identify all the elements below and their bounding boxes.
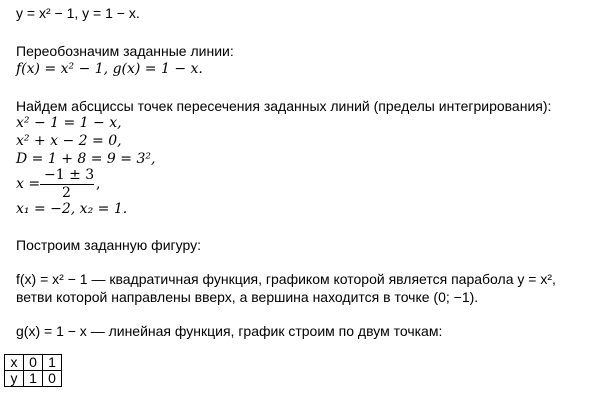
- equation-1: x² − 1 = 1 − x,: [16, 115, 122, 131]
- table-row: [5, 371, 62, 387]
- table-cell: 1: [24, 371, 43, 387]
- linear-description: g(x) = 1 − x — линейная функция, график строим по двум точкам:: [16, 323, 443, 339]
- fraction-denominator: 2: [62, 185, 71, 201]
- table-cell: x: [5, 355, 24, 371]
- roots-comma: ,: [96, 176, 101, 192]
- roots-values: x₁ = −2, x₂ = 1.: [16, 201, 128, 217]
- build-heading: Построим заданную фигуру:: [16, 237, 201, 253]
- roots-lhs: x =: [16, 176, 41, 192]
- table-cell: y: [5, 371, 24, 387]
- parabola-description-line-2: ветви которой направлены вверх, а вершина находится в точке (0; −1).: [16, 289, 479, 305]
- table-cell: 0: [24, 355, 43, 371]
- rename-formula: f(x) = x² − 1, g(x) = 1 − x.: [16, 61, 203, 77]
- equation-2: x² + x − 2 = 0,: [16, 133, 122, 149]
- fraction-numerator: −1 ± 3: [44, 167, 95, 183]
- table-row: [5, 355, 62, 371]
- problem-statement: y = x² − 1, y = 1 − x.: [16, 5, 140, 21]
- points-table: [4, 354, 62, 387]
- intersection-heading: Найдем абсциссы точек пересечения заданных линий (пределы интегрирования):: [16, 98, 552, 114]
- discriminant-equation: D = 1 + 8 = 9 = 3²,: [16, 151, 156, 167]
- roots-formula: [16, 166, 136, 200]
- table-cell: 1: [43, 355, 62, 371]
- rename-heading: Переобозначим заданные линии:: [16, 43, 234, 59]
- parabola-description-line-1: f(x) = x² − 1 — квадратичная функция, графиком которой является парабола y = x²,: [16, 271, 556, 287]
- table-cell: 0: [43, 371, 62, 387]
